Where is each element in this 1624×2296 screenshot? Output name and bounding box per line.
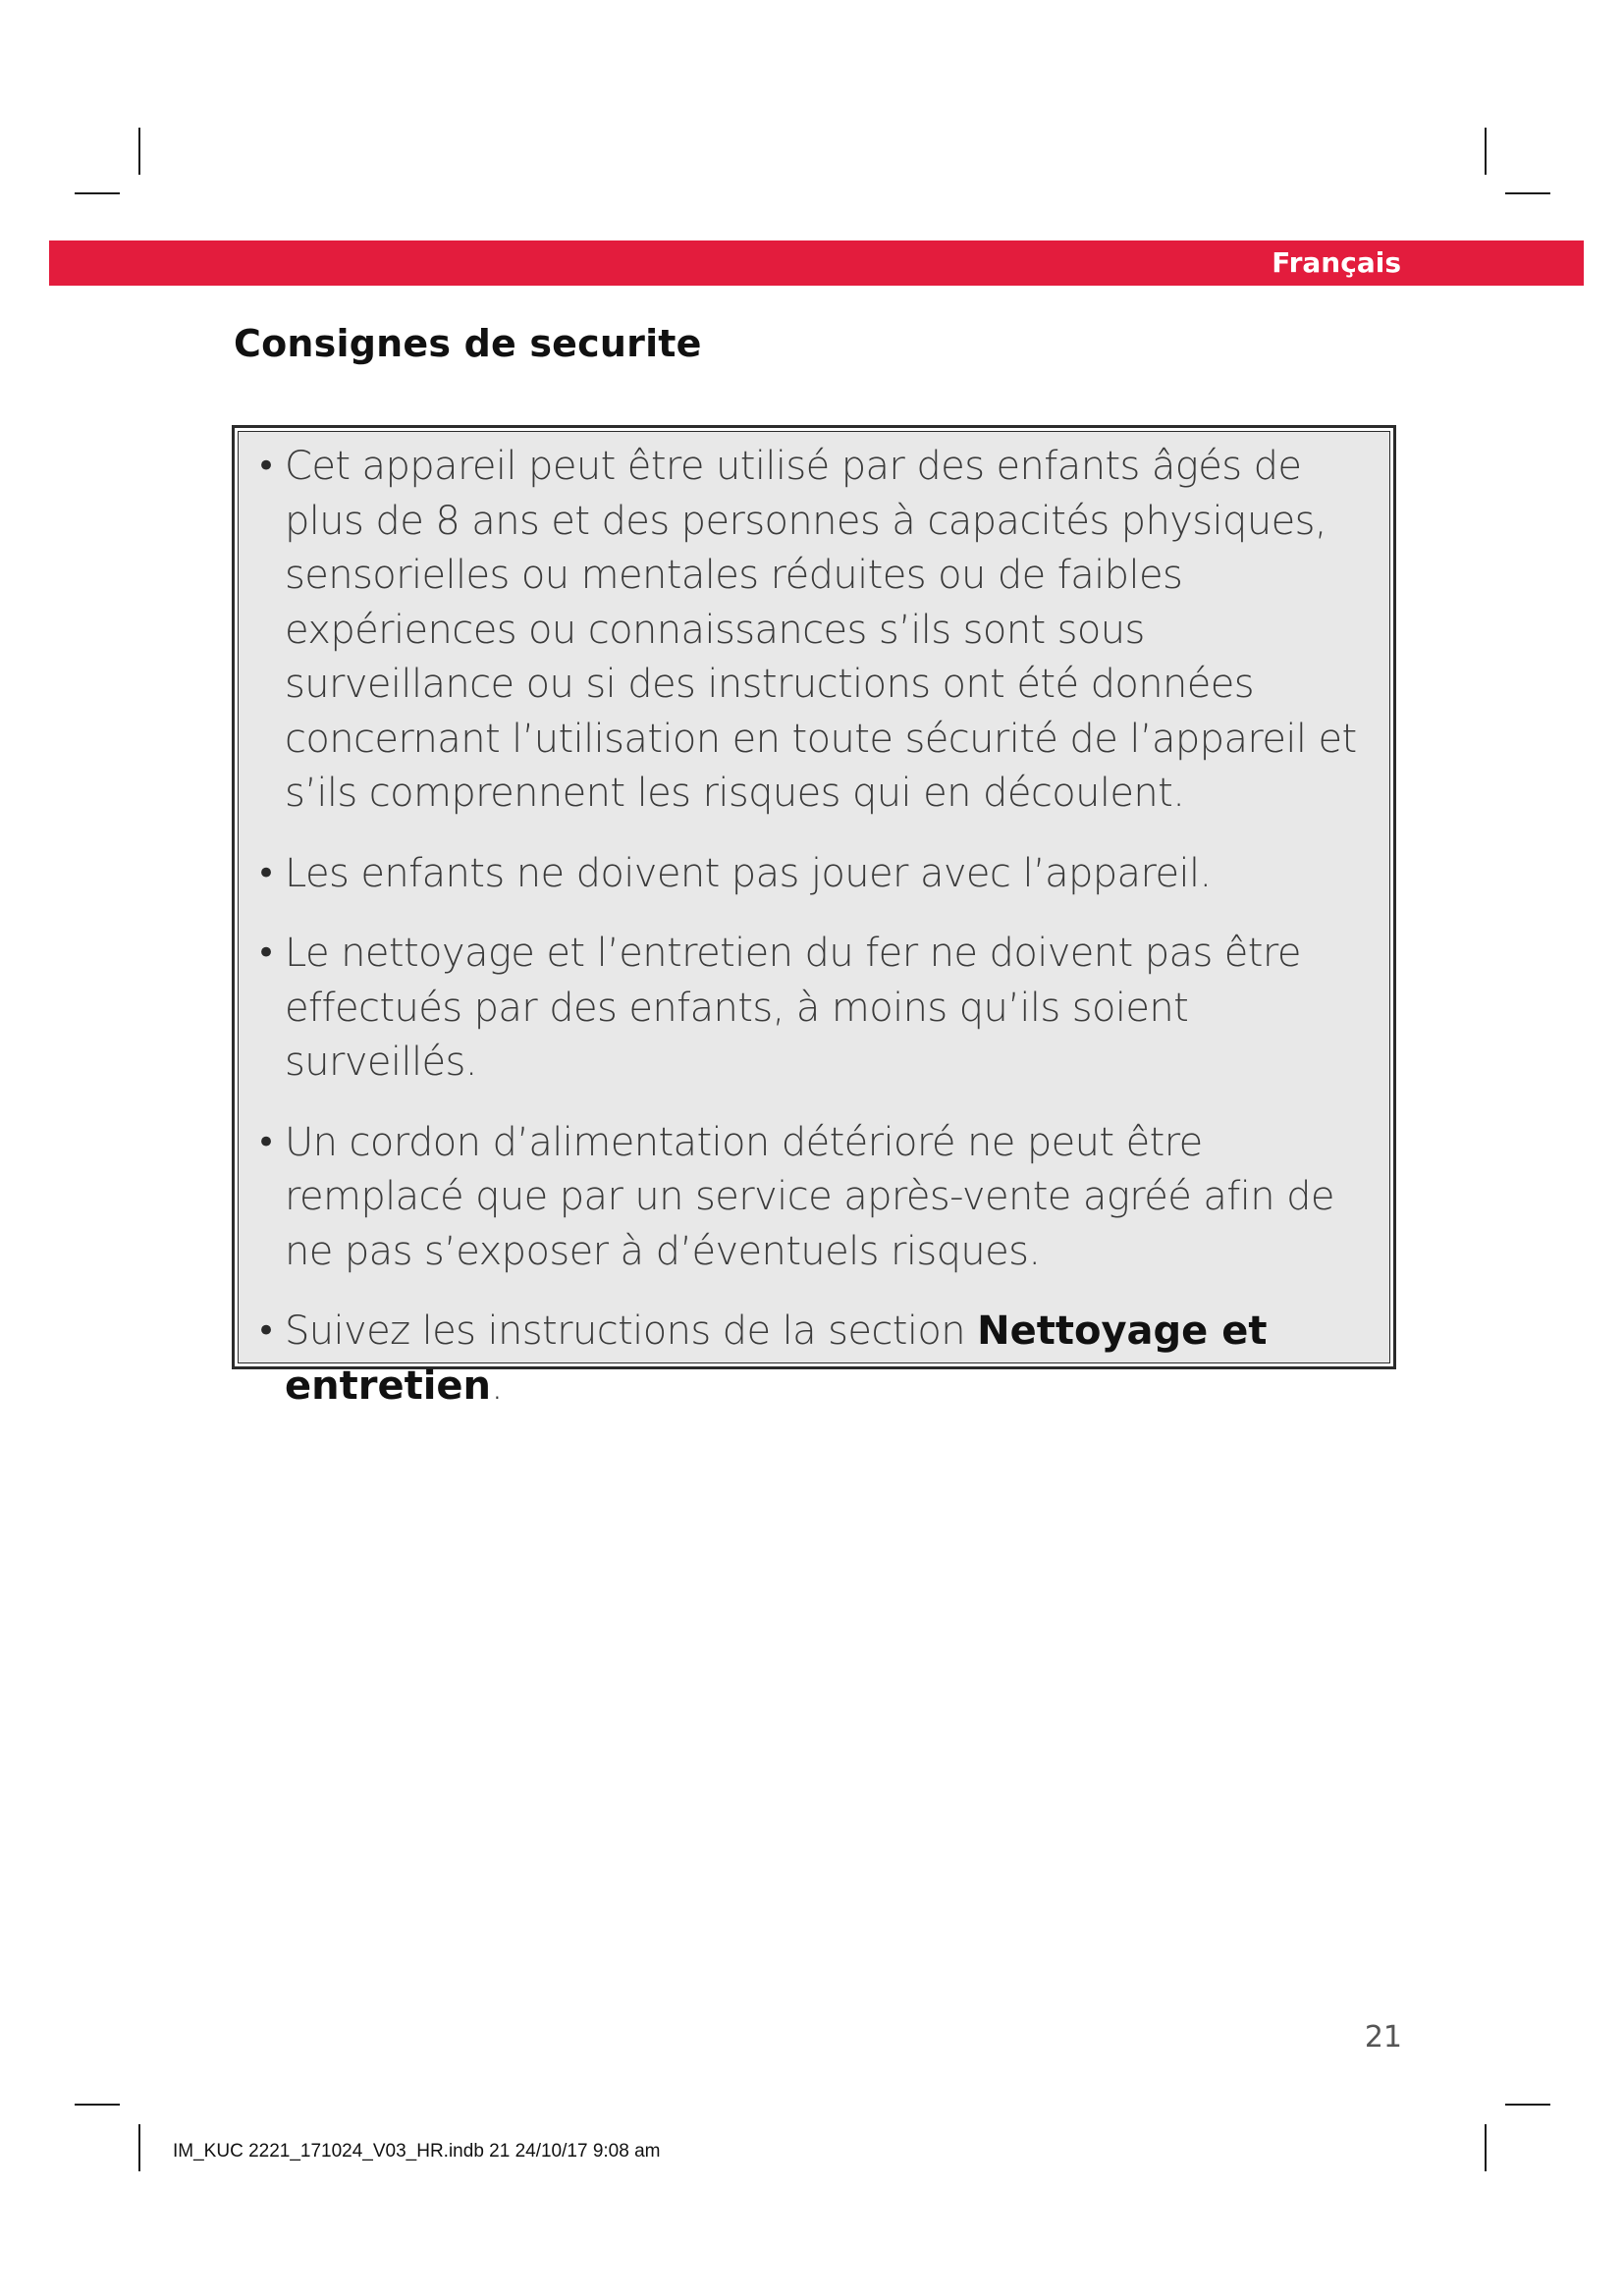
safety-list	[256, 440, 1374, 1414]
crop-mark	[1505, 192, 1550, 194]
bullet-icon: •	[256, 1122, 276, 1162]
crop-mark	[1485, 128, 1487, 175]
language-header-bar	[49, 240, 1584, 286]
safety-item-text-before: Suivez les instructions de la section	[285, 1308, 978, 1354]
page-number: 21	[1364, 2020, 1402, 2055]
safety-box-inner	[238, 431, 1390, 1409]
safety-item-text-after: .	[491, 1362, 504, 1409]
crop-mark	[1505, 2104, 1550, 2106]
bullet-icon: •	[256, 1311, 276, 1351]
safety-item	[256, 927, 1374, 1091]
crop-mark	[138, 128, 140, 175]
print-info: IM_KUC 2221_171024_V03_HR.indb 21 24/10/17 9:08 am	[173, 2141, 661, 2162]
safety-item	[256, 440, 1374, 822]
crop-mark	[138, 2124, 140, 2171]
cleaning-section-reference: Nettoyage et entretien	[285, 1308, 1268, 1409]
language-label: Français	[1272, 246, 1401, 279]
bullet-icon: •	[256, 853, 276, 893]
safety-item-text: Cet appareil peut être utilisé par des enfants âgés de plus de 8 ans et des personnes à capacités physiques, sensorielles ou mentales réduites ou de faibles expériences ou connaissances s’ils sont sous surveillance ou si des instructions ont été données concernant l’utilisation en toute sécurité de l’appareil et s’ils comprennent les risques qui en découlent.	[285, 444, 1357, 816]
safety-item	[256, 847, 1374, 902]
safety-item-text: Un cordon d’alimentation détérioré ne peut être remplacé que par un service après-vente agréé afin de ne pas s’exposer à d’éventuels risques.	[285, 1119, 1334, 1274]
crop-mark	[1485, 2124, 1487, 2171]
safety-instructions-box	[232, 425, 1396, 1409]
crop-mark	[75, 192, 120, 194]
safety-item-text: Les enfants ne doivent pas jouer avec l’appareil.	[285, 850, 1212, 896]
section-title: Consignes de securite	[234, 322, 702, 365]
bullet-icon: •	[256, 447, 276, 486]
safety-item-text: Le nettoyage et l’entretien du fer ne doivent pas être effectués par des enfants, à moins qu’ils soient surveillés.	[285, 931, 1301, 1085]
crop-mark	[75, 2104, 120, 2106]
safety-item	[256, 1116, 1374, 1280]
bullet-icon: •	[256, 934, 276, 973]
safety-item	[256, 1305, 1374, 1414]
